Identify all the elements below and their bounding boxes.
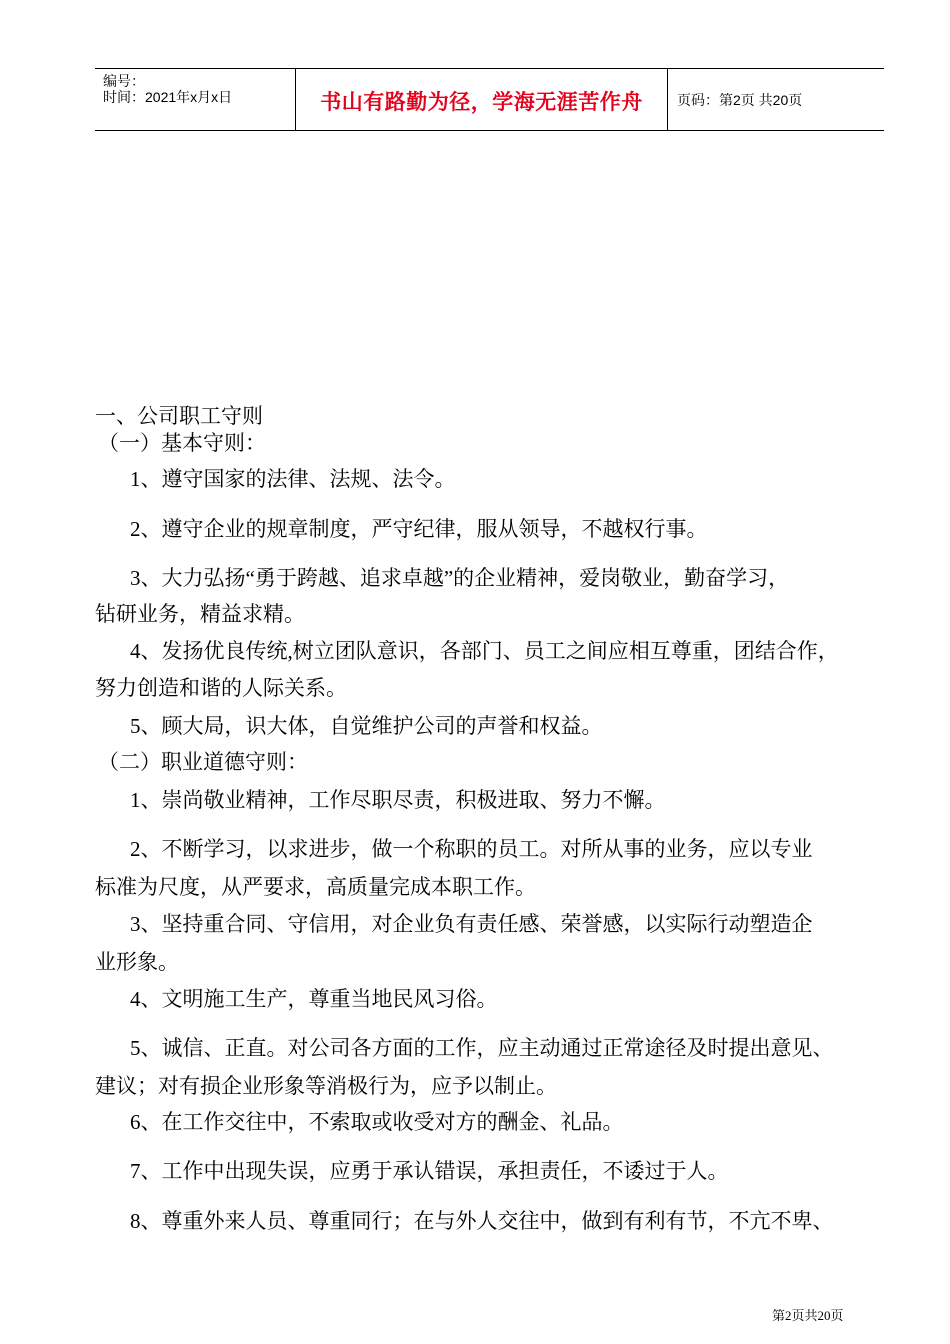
subsection-title: （一）基本守则： [98,431,266,455]
paragraph-line: 4、发扬优良传统,树立团队意识，各部门、员工之间应相互尊重，团结合作， [130,639,839,663]
page-footer: 第2页共20页 [772,1308,844,1323]
paragraph-line: 8、尊重外来人员、尊重同行；在与外人交往中，做到有利有节，不亢不卑、 [130,1209,834,1233]
page-header [95,68,884,131]
header-page-info: 页码：第2页 共20页 [677,92,803,108]
paragraph-line: 建议；对有损企业形象等消极行为，应予以制止。 [95,1074,557,1098]
paragraph-line: 5、顾大局，识大体，自觉维护公司的声誉和权益。 [130,714,603,738]
subsection-title: （二）职业道德守则： [98,750,308,774]
header-number-label: 编号： [103,73,145,89]
paragraph-line: 业形象。 [95,950,179,974]
header-time-label: 时间：2021年x月x日 [103,89,233,105]
header-divider [667,69,668,130]
paragraph-line: 4、文明施工生产，尊重当地民风习俗。 [130,987,498,1011]
header-meta [103,73,232,105]
paragraph-line: 钻研业务，精益求精。 [95,602,305,626]
paragraph-line: 1、遵守国家的法律、法规、法令。 [130,467,456,491]
paragraph-line: 2、不断学习，以求进步，做一个称职的员工。对所从事的业务，应以专业 [130,837,813,861]
paragraph-line: 7、工作中出现失误，应勇于承认错误，承担责任，不诿过于人。 [130,1159,729,1183]
paragraph-line: 标准为尺度，从严要求，高质量完成本职工作。 [95,875,536,899]
paragraph-line: 3、大力弘扬“勇于跨越、追求卓越”的企业精神，爱岗敬业，勤奋学习， [130,566,790,590]
paragraph-line: 1、崇尚敬业精神，工作尽职尽责，积极进取、努力不懈。 [130,788,666,812]
paragraph-line: 3、坚持重合同、守信用，对企业负有责任感、荣誉感，以实际行动塑造企 [130,912,813,936]
paragraph-line: 6、在工作交往中，不索取或收受对方的酬金、礼品。 [130,1110,624,1134]
paragraph-line: 5、诚信、正直。对公司各方面的工作，应主动通过正常途径及时提出意见、 [130,1036,834,1060]
paragraph-line: 努力创造和谐的人际关系。 [95,676,347,700]
header-motto: 书山有路勤为径，学海无涯苦作舟 [320,91,643,114]
paragraph-line: 2、遵守企业的规章制度，严守纪律，服从领导，不越权行事。 [130,517,708,541]
section-title: 一、公司职工守则 [95,404,263,428]
